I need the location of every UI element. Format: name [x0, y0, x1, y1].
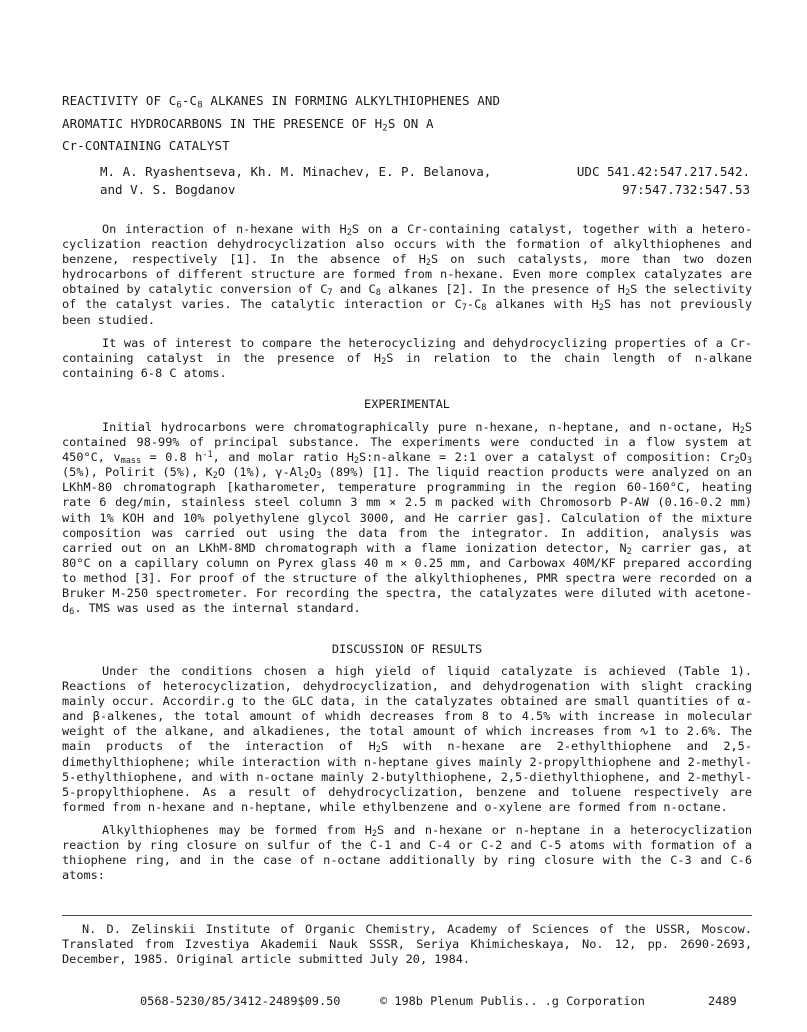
- udc-line-1: UDC 541.42:547.217.542.: [576, 164, 750, 179]
- page-number: 2489: [708, 994, 737, 1008]
- experimental-section: [62, 420, 752, 616]
- title-line-1: REACTIVITY OF $C_6-C_8$ ALKANES IN FORMING ALKYLTHIOPHENES AND: [62, 93, 501, 111]
- footnote: [62, 922, 752, 967]
- discussion-section: [62, 664, 752, 883]
- udc-code: [540, 163, 750, 198]
- title-line-3: Cr-CONTAINING CATALYST: [62, 138, 230, 153]
- article-title: [62, 90, 752, 158]
- intro-paragraph-1: On interaction of n-hexane with $H_2S$ on a Cr-containing catalyst, together with a hetero-cyclization reaction dehydrocyclization also occurs with the formation of alkylthiophenes and benzene, respectively [1]. In the absence of $H_2S$ on such catalysts, more than two dozen hydrocarbons of different structure are formed from n-hexane. Even more complex catalyzates are obtained by catalytic conversion of $C_7$ and $C_8$ alkanes [2]. In the presence of $H_2S$ the selectivity of the catalyst varies. The catalytic interaction or $C_7-C_8$ alkanes with $H_2S$ has not previously been studied.: [62, 222, 753, 327]
- discussion-paragraph-2: Alkylthiophenes may be formed from $H_2S$ and n-hexane or n-heptane in a heterocyclization reaction by ring closure on sulfur of the C-1 and C-4 or C-2 and C-5 atoms with formation of a thiophene ring, and in the case of n-octane additionally by ring closure with the C-3 and C-6 atoms:: [62, 822, 752, 883]
- experimental-heading: EXPERIMENTAL: [364, 397, 450, 411]
- discussion-paragraph-1: Under the conditions chosen a high yield of liquid catalyzate is achieved (Table 1). Reactions of heterocyclization, dehydrocyclization, and dehydrogenation with slight cracking mainly occur. Accordir.g to the GLC data, in the catalyzates obtained are small quantities of α- and β-alkenes, the total amount of whidh decreases from 8 to 4.5% with increase in molecular weight of the alkane, and alkadienes, the total amount of which increases from ∿1 to 2.6%. The main products of the interaction of $H_2S$ with n-hexane are 2-ethylthiophene and 2,5-dimethylthiophene; while interaction with n-heptane gives mainly 2-propylthiophene and 2-methyl-5-ethylthiophene, and with n-octane mainly 2-butylthiophene, 2,5-diethylthiophene, and 2-methyl-5-propylthiophene. As a result of dehydrocyclization, benzene and toluene respectively are formed from n-hexane and n-heptane, while ethylbenzene and o-xylene are formed from n-octane.: [62, 664, 752, 814]
- authors-line-1: M. A. Ryashentseva, Kh. M. Minachev, E. P. Belanova,: [100, 164, 492, 179]
- authors: [100, 163, 520, 198]
- intro-section: [62, 222, 752, 381]
- discussion-heading: DISCUSSION OF RESULTS: [331, 642, 483, 656]
- footer-code: 0568-5230/85/3412-2489$09.50: [140, 994, 341, 1008]
- experimental-paragraph: Initial hydrocarbons were chromatographically pure n-hexane, n-heptane, and n-octane, $H_2S$ contained 98-99% of principal substance. The experiments were conducted in a flow system at 450°C, $v_{mass} = 0.8$ $h^{-1}$, and molar ratio $H_2S:n$-alkane = 2:1 over a catalyst of composition: $Cr_2O_3$ (5%), Polirit (5%), $K_2O$ (1%), $\gamma-Al_2O_3$ (89%) [1]. The liquid reaction products were analyzed on an LKhM-80 chromatograph [katharometer, temperature programming in the region 60-160°C, heating rate 6 deg/min, stainless steel column 3 mm × 2.5 m packed with Chromosorb P-AW (0.16-0.2 mm) with 1% KOH and 10% polyethylene glycol 3000, and He carrier gas]. Calculation of the mixture composition was carried out using the data from the integrator. In addition, analysis was carried out on an LKhM-8MD chromatograph with a flame ionization detector, $N_2$ carrier gas, at 80°C on a capillary column on Pyrex glass 40 m × 0.25 mm, and Carbowax 40M/KF prepared according to method [3]. For proof of the structure of the alkylthiophenes, PMR spectra were recorded on a Bruker M-250 spectrometer. For recording the spectra, the catalyzates were diluted with acetone-$d_6$. TMS was used as the internal standard.: [62, 420, 753, 618]
- footer-copyright: © 198b Plenum Publis.. .g Corporation: [380, 994, 645, 1008]
- footnote-divider: [62, 915, 752, 916]
- intro-paragraph-2: It was of interest to compare the heterocyclizing and dehydrocyclizing properties of a Cr-containing catalyst in the presence of $H_2S$ in relation to the chain length of n-alkane containing 6-8 C atoms.: [62, 335, 752, 380]
- udc-line-2: 97:547.732:547.53: [622, 181, 750, 197]
- title-line-2: AROMATIC HYDROCARBONS IN THE PRESENCE OF $H_2S$ ON A: [62, 115, 434, 133]
- footnote-text: N. D. Zelinskii Institute of Organic Chemistry, Academy of Sciences of the USSR, Moscow. Translated from Izvestiya Akademii Nauk SSSR, Seriya Khimicheskaya, No. 12, pp. 2690-2693, December, 1985. Original article submitted July 20, 1984.: [62, 922, 752, 966]
- authors-line-2: and V. S. Bogdanov: [100, 181, 236, 197]
